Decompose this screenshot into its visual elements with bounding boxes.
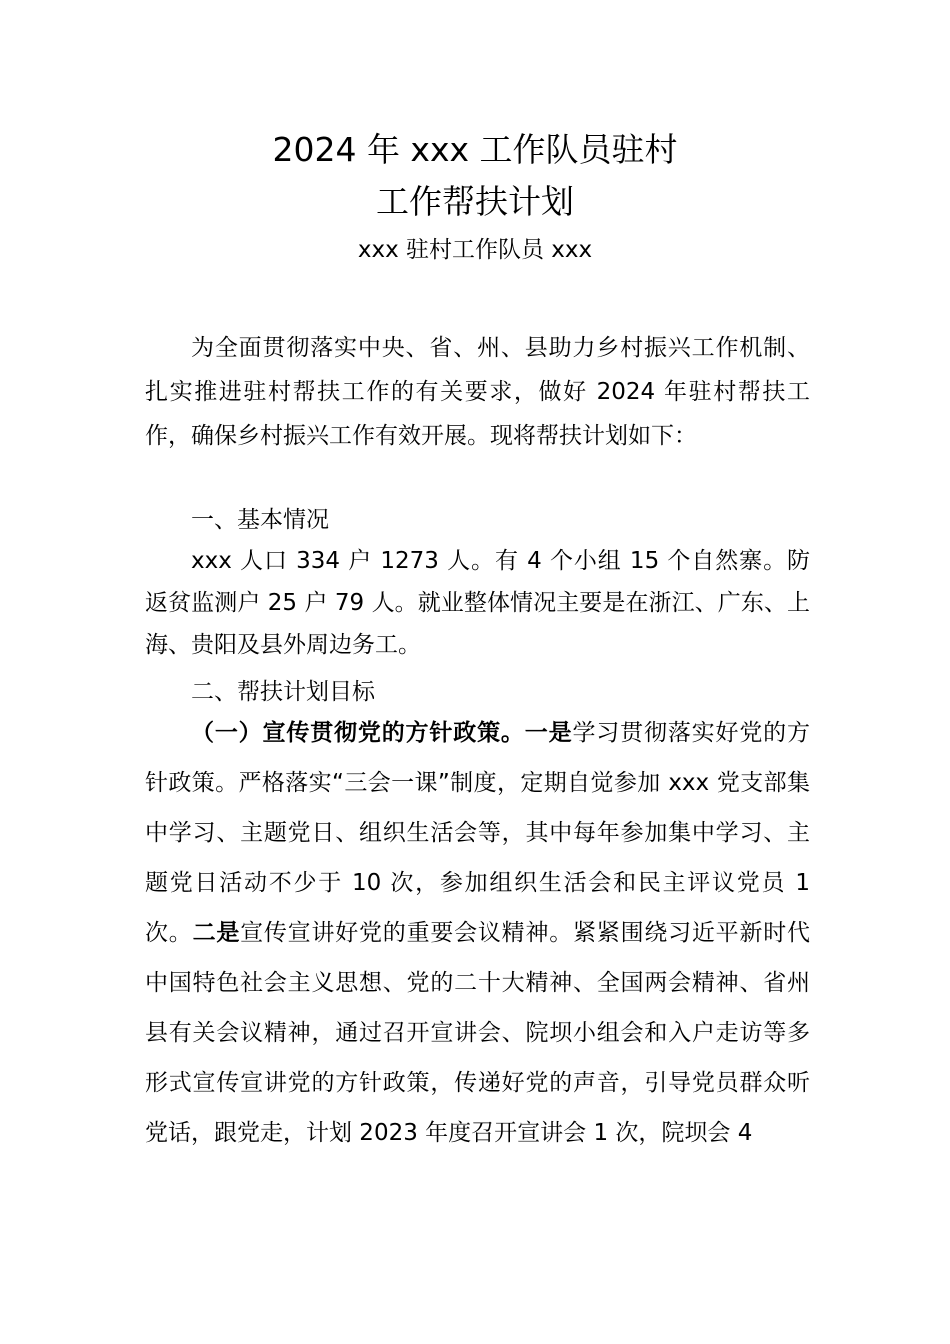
section1-body: xxx 人口 334 户 1273 人。有 4 个小组 15 个自然寨。防返贫监测户 25 户 79 人。就业整体情况主要是在浙江、广东、上海、贵阳及县外周边务工。 <box>145 548 810 658</box>
sub1-heading: （一）宣传贯彻党的方针政策。 <box>191 720 525 746</box>
section2-sub1-paragraph <box>145 708 810 1158</box>
point1-text: 学习贯彻落实好党的方针政策。严格落实“三会一课”制度，定期自觉参加 xxx 党支部集中学习、主题党日、组织生活会等，其中每年参加集中学习、主题党日活动不少于 10 次，参加组织生活会和民主评议党员 1 次。 <box>145 720 811 946</box>
section2-heading: 二、帮扶计划目标 <box>191 679 375 705</box>
intro-paragraph: 为全面贯彻落实中央、省、州、县助力乡村振兴工作机制、扎实推进驻村帮扶工作的有关要求，做好 2024 年驻村帮扶工作，确保乡村振兴工作有效开展。现将帮扶计划如下： <box>145 335 810 449</box>
point2-text: 宣传宣讲好党的重要会议精神。紧紧围绕习近平新时代中国特色社会主义思想、党的二十大精神、全国两会精神、省州县有关会议精神，通过召开宣讲会、院坝小组会和入户走访等多形式宣传宣讲党的方针政策，传递好党的声音，引导党员群众听党话，跟党走，计划 2023 年度召开宣讲会 1 次，院坝会 4 <box>145 920 811 1146</box>
section1-heading: 一、基本情况 <box>191 507 329 533</box>
point1-label: 一是 <box>524 720 573 746</box>
document-title-line1: 2024 年 xxx 工作队员驻村 <box>272 130 678 169</box>
point2-label: 二是 <box>192 920 241 946</box>
document-title-line2: 工作帮扶计划 <box>376 182 574 221</box>
document-byline: xxx 驻村工作队员 xxx <box>357 237 593 263</box>
